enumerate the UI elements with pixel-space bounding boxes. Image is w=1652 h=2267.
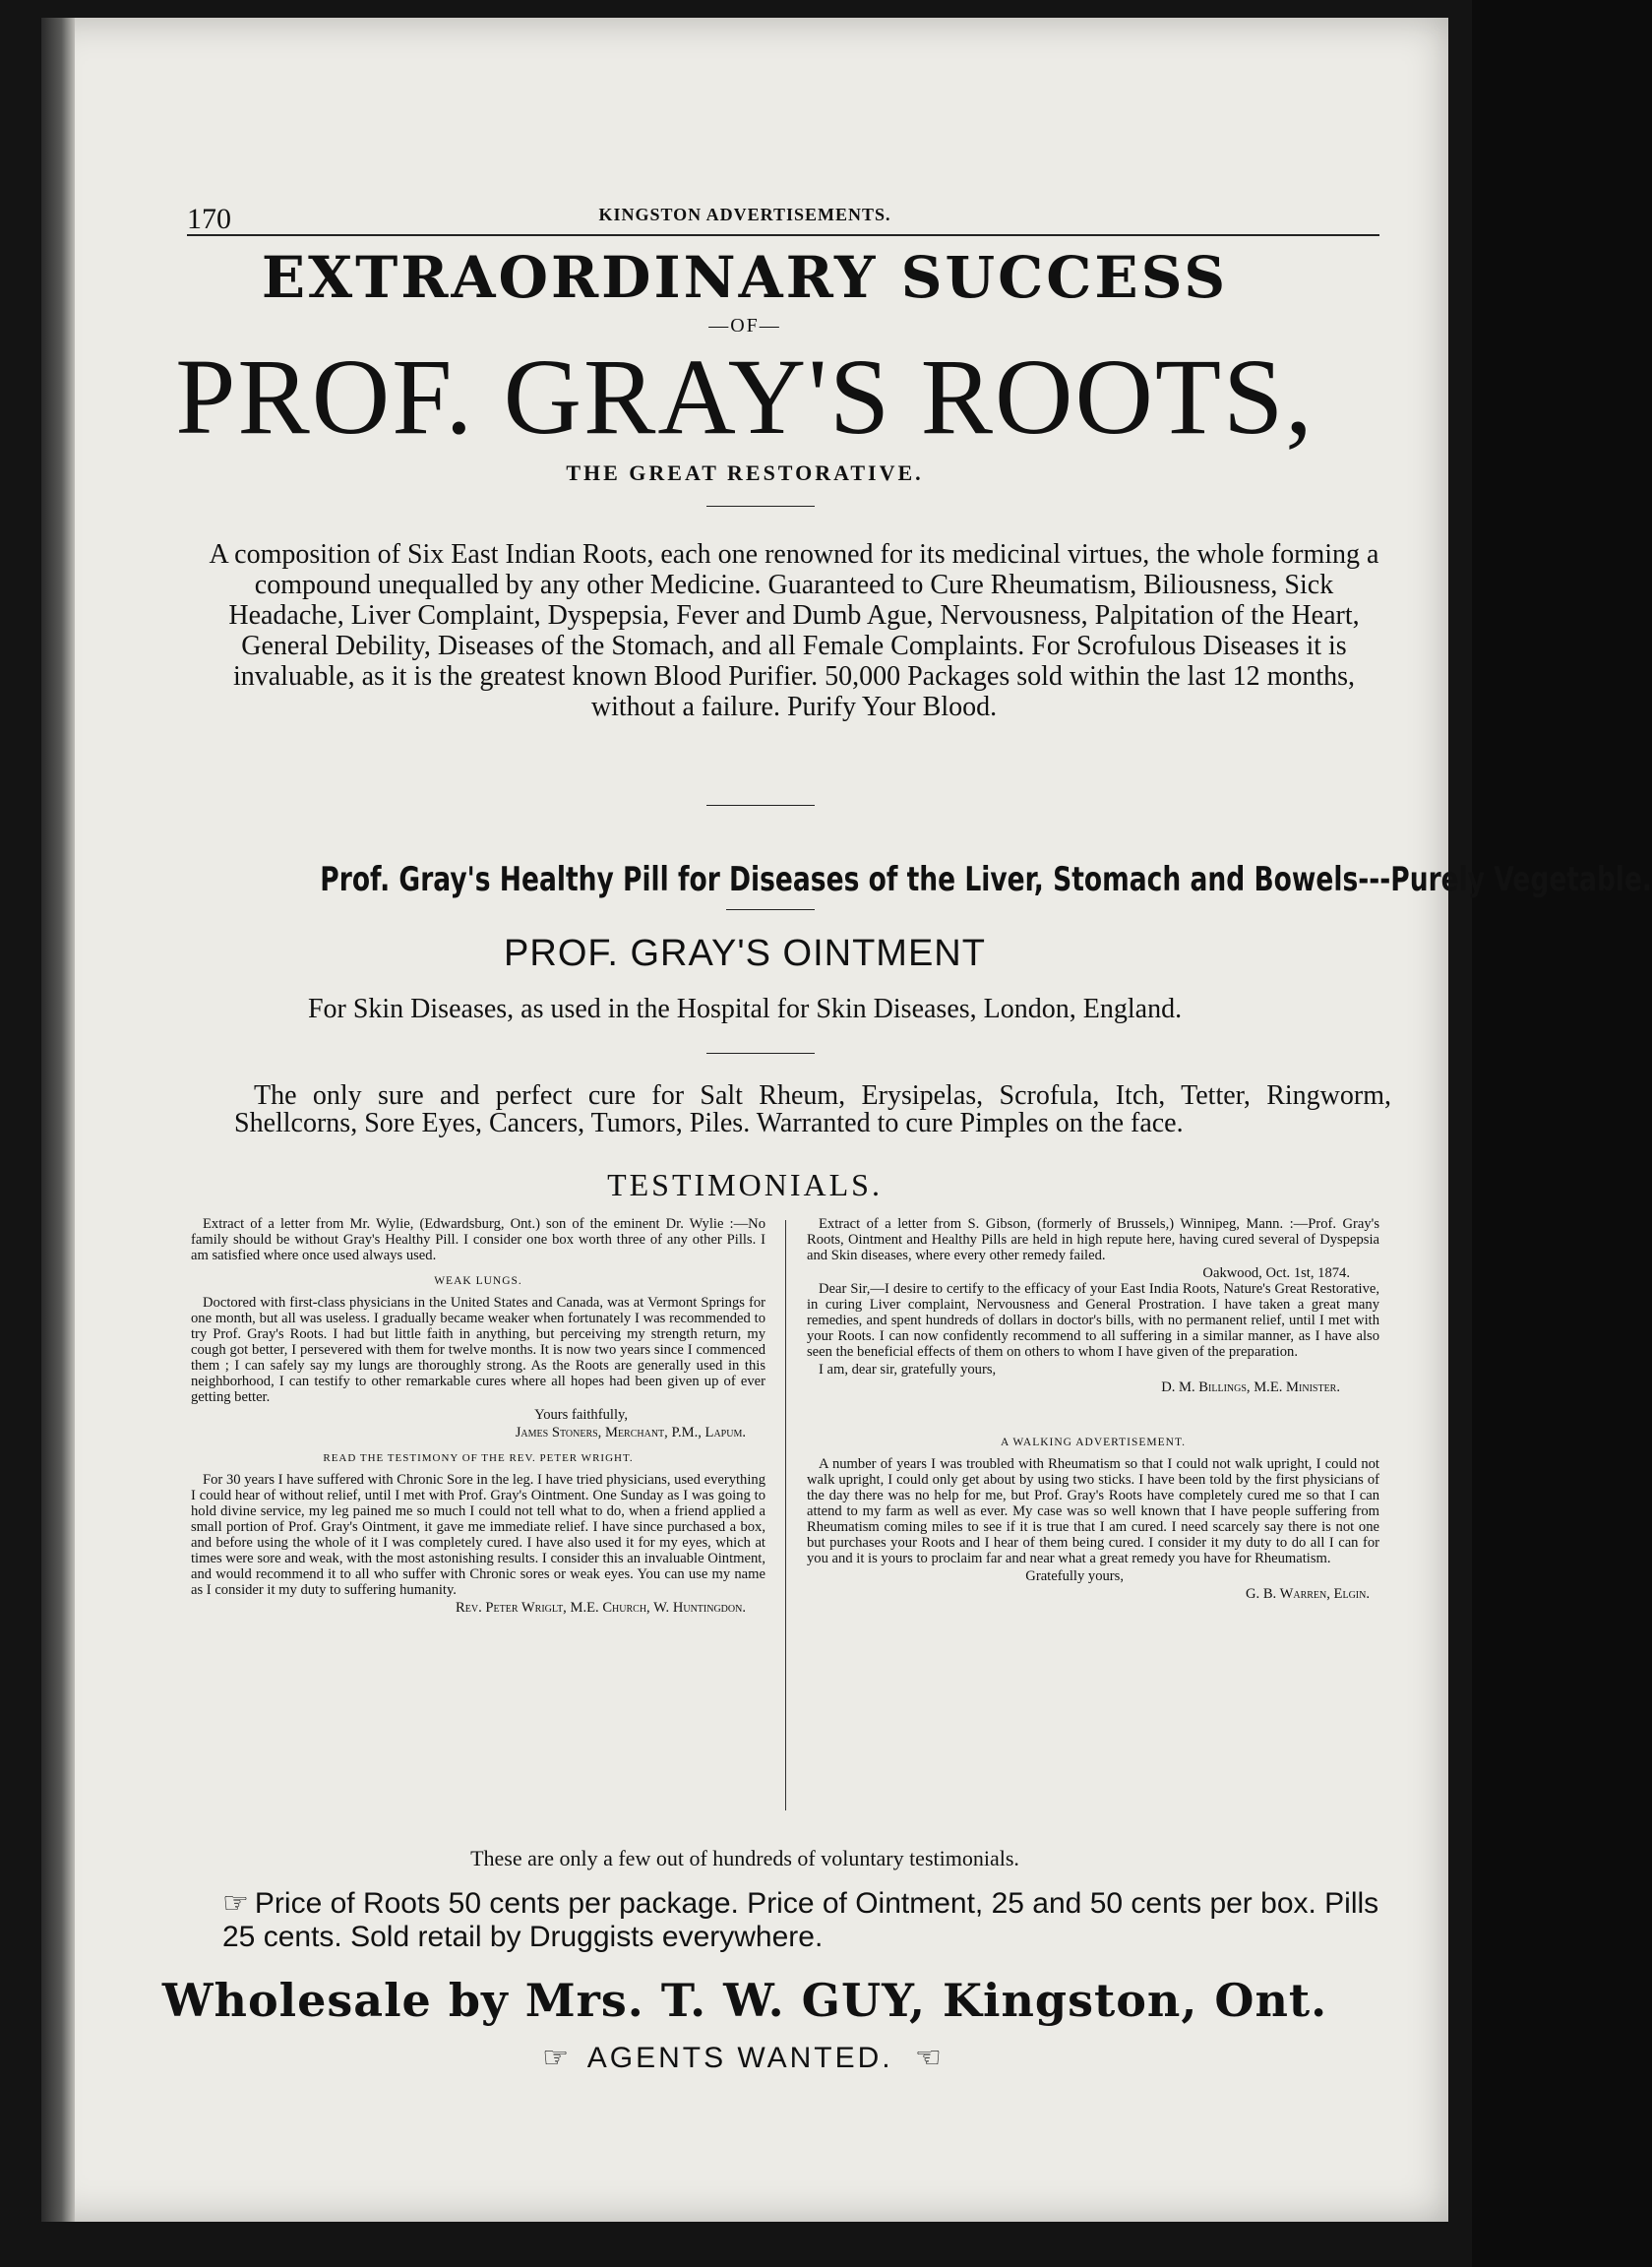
headline-of: —OF— — [708, 315, 781, 337]
price-text: Price of Roots 50 cents per package. Price of Ointment, 25 and 50 cents per box. Pills 25 cents. Sold retail by Druggists everywhere. — [222, 1887, 1379, 1953]
warren-close: Gratefully yours, — [1025, 1568, 1124, 1584]
billings-signature: D. M. Billings, M.E. Minister. — [1161, 1379, 1340, 1395]
ointment-subtitle: For Skin Diseases, as used in the Hospital for Skin Diseases, London, England. — [307, 994, 1183, 1024]
testimonial-wright: For 30 years I have suffered with Chronic Sore in the leg. I have tried physicians, used everything I could hear of without relief, until I met with Prof. Gray's Ointment. One Sunday as I was going to hold divine service, my leg pained me so much I could not tell what to do, when a friend applied a small portion of Prof. Gray's Ointment, it gave me immediate relief. I have since purchased a box, and before using the whole of it I was completely cured. I have also used it for my eyes, which at times were sore and weak, with the most astonishing results. I consider this an invaluable Ointment, and would recommend it to all who suffer with Chronic sores or weak eyes. You can use my name as I consider it my duty to suffering humanity. — [191, 1472, 765, 1598]
testimonial-billings: Dear Sir,—I desire to certify to the efficacy of your East India Roots, Nature's Great Restorative, in curing Liver complaint, Nervousness and General Prostration. I have taken a great many remedies, and spent hundreds of dollars in doctor's bills, with no permanent relief, until I met with your Roots. I can now confidently recommend to all suffering in a similar manner, as I have also seen the beneficial effects of them on others to whom I have given of the preparation. — [807, 1281, 1379, 1360]
wright-signature: Rev. Peter Wriglt, M.E. Church, W. Huntingdon. — [456, 1600, 746, 1616]
billings-close: I am, dear sir, gratefully yours, — [819, 1362, 997, 1378]
testimonials-heading: TESTIMONIALS. — [607, 1167, 883, 1202]
few-testimonials-line: These are only a few out of hundreds of voluntary testimonials. — [470, 1846, 1019, 1870]
pointing-hand-left-icon: ☞ — [911, 2042, 942, 2074]
header-rule — [187, 234, 1379, 236]
healthy-pill-line: Prof. Gray's Healthy Pill for Diseases of the Liver, Stomach and Bowels---Purely Vegetable. — [320, 860, 1652, 899]
agents-wanted-text: AGENTS WANTED. — [586, 2042, 893, 2074]
divider-rule-2 — [706, 805, 815, 806]
divider-rule-1 — [706, 506, 815, 507]
divider-rule-3 — [726, 909, 815, 910]
ointment-description: The only sure and perfect cure for Salt Rheum, Erysipelas, Scrofula, Itch, Tetter, Ringworm, Shellcorns, Sore Eyes, Cancers, Tumors, Piles. Warranted to cure Pimples on the face. — [234, 1080, 1391, 1138]
divider-rule-4 — [706, 1053, 815, 1054]
warren-signature: G. B. Warren, Elgin. — [1245, 1586, 1370, 1602]
weak-lungs-close: Yours faithfully, — [534, 1407, 628, 1423]
price-paragraph — [222, 1887, 1393, 1954]
pointing-hand-icon: ☞ — [542, 2042, 573, 2074]
headline-extraordinary-success: EXTRAORDINARY SUCCESS — [261, 244, 1229, 311]
testimonial-gibson: Extract of a letter from S. Gibson, (formerly of Brussels,) Winnipeg, Mann. :—Prof. Gray's Roots, Ointment and Healthy Pills are held in high repute here, having cured several of Dyspepsia and Skin diseases, where every other remedy failed. — [807, 1216, 1379, 1263]
page-number: 170 — [187, 203, 231, 235]
billings-date: Oakwood, Oct. 1st, 1874. — [1202, 1265, 1350, 1281]
headline-great-restorative: THE GREAT RESTORATIVE. — [566, 460, 924, 485]
intro-paragraph: A composition of Six East Indian Roots, each one renowned for its medicinal virtues, the whole forming a compound unequalled by any other Medicine. Guaranteed to Cure Rheumatism, Biliousness, Sick Headache, Liver Complaint, Dyspepsia, Fever and Dumb Ague, Nervousness, Palpitation of the Heart, General Debility, Diseases of the Stomach, and all Female Complaints. For Scrofulous Diseases it is invaluable, as it is the greatest known Blood Purifier. 50,000 Packages sold within the last 12 months, without a failure. Purify Your Blood. — [209, 539, 1379, 722]
wholesale-line: Wholesale by Mrs. T. W. GUY, Kingston, Ont. — [161, 1974, 1328, 2027]
testimonials-left-column — [191, 1216, 765, 1616]
testimonials-right-column — [807, 1216, 1379, 1602]
advertisement-page — [41, 18, 1652, 2222]
headline-prof-grays-roots: PROF. GRAY'S ROOTS, — [175, 337, 1315, 457]
testimonial-warren: A number of years I was troubled with Rheumatism so that I could not walk upright, I could not walk upright, I could only get about by using two sticks. I have been told by the first physicians of the day there was no help for me, but Prof. Gray's Roots have completely cured me so that I can attend to my farm as well as ever. My case was so well known that I have people suffering from Rheumatism coming miles to see if it is true that I am cured. I need scarcely say there is not one but purchases your Roots and I hear of them being cured. I consider it my duty to do all I can for you and it is yours to proclaim far and near what a great remedy you have for Rheumatism. — [807, 1456, 1379, 1566]
weak-lungs-heading: WEAK LUNGS. — [434, 1275, 522, 1287]
testimonial-weak-lungs: Doctored with first-class physicians in the United States and Canada, was at Vermont Springs for one month, but all was useless. I gradually became weaker when fortunately I was recommended to try Prof. Gray's Roots. I had but little faith in anything, but perceiving my strength return, my cough got better, I persevered with them for twelve months. It is now two years since I commenced them ; I can safely say my lungs are thoroughly strong. As the Roots are generally used in this neighborhood, I can testify to other remarkable cures where all hopes had been given up of ever getting better. — [191, 1295, 765, 1405]
weak-lungs-signature: James Stoners, Merchant, P.M., Lapum. — [515, 1425, 746, 1440]
ointment-title: PROF. GRAY'S OINTMENT — [504, 933, 986, 974]
testimonial-wylie: Extract of a letter from Mr. Wylie, (Edwardsburg, Ont.) son of the eminent Dr. Wylie :—No family should be without Gray's Healthy Pill. I consider one box worth three of any other Pills. I am satisfied where once used always used. — [191, 1216, 765, 1263]
warren-heading: A WALKING ADVERTISEMENT. — [1000, 1437, 1187, 1448]
pointing-hand-icon: ☞ — [222, 1887, 249, 1920]
column-divider — [785, 1220, 786, 1810]
running-head: KINGSTON ADVERTISEMENTS. — [598, 205, 891, 224]
wright-heading: READ THE TESTIMONY OF THE REV. PETER WRIGHT. — [323, 1452, 634, 1464]
agents-wanted-line — [41, 2041, 1448, 2075]
